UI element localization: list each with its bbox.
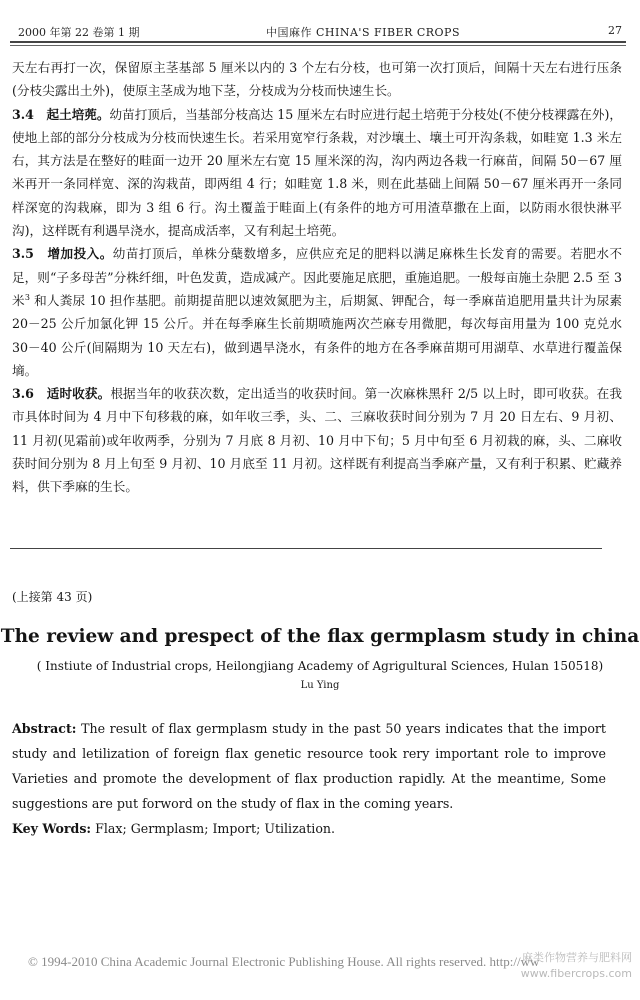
copyright-footer: © 1994-2010 China Academic Journal Electronic Publishing House. All rights reserved. http://ww	[28, 954, 540, 969]
section-3-6-title: 3.6 适时收获。	[12, 386, 111, 402]
section-3-6	[12, 382, 622, 498]
section-3-5-text-b: 和人粪尿 10 担作基肥。前期提苗肥以速效氮肥为主，后期氮、钾配合，每一季麻苗追肥用量共计为尿素 20－25 公斤加氯化钾 15 公斤。并在每季麻生长前期喷施两次苎麻专用微肥，每次每亩用量为 100 克兑水 30－40 公斤(间隔期为 10 天左右)，做到遇旱浇水，有条件的地方在各季麻苗期可用湖草、水草进行覆盖保墒。	[12, 292, 622, 378]
english-institute: ( Instiute of Industrial crops, Heilongjiang Academy of Agrigultural Sciences, Hulan 150518)	[36, 659, 604, 673]
watermark-line2: www.fibercrops.com	[520, 967, 632, 980]
journal-issue: 2000 年第 22 卷第 1 期	[18, 26, 140, 39]
keywords-text: Flax; Germplasm; Import; Utilization.	[91, 821, 336, 836]
watermark-line1: 麻类作物营养与肥料网	[522, 951, 632, 964]
english-author: Lu Ying	[300, 680, 340, 691]
section-3-4-title: 3.4 起土培蔸。	[12, 106, 110, 122]
abstract-text: The result of flax germplasm study in the past 50 years indicates that the import study and letilization of foreign flax genetic resource took rery important role to improve Varieties and promote the development of flax production rapidly. At the meantime, Some suggestions are put forword on the study of flax in the coming years.	[12, 721, 606, 811]
keywords-label: Key Words:	[12, 821, 92, 836]
section-divider	[10, 548, 602, 549]
abstract-paragraph	[12, 716, 606, 816]
keywords-paragraph	[12, 816, 606, 841]
site-watermark	[502, 950, 632, 982]
running-header	[18, 20, 622, 40]
intro-paragraph: 天左右再打一次，保留原主茎基部 5 厘米以内的 3 个左右分枝，也可第一次打顶后，间隔十天左右进行压条(分枝尖露出土外)，使原主茎成为地下茎，分枝成为分枝而快速生长。	[12, 60, 622, 99]
section-3-5	[12, 242, 622, 382]
section-3-5-text-a: 幼苗打顶后，单株分蘖数增多，应供应充足的肥料以满足麻株生长发育的需要。若肥水不足，则“子多母苦”分株纤细，叶色发黄，造成减产。因此要施足底肥，重施追肥。一般每亩施土杂肥 2.5 至 3 米	[12, 246, 622, 308]
english-title: The review and prespect of the flax germplasm study in china	[0, 626, 640, 647]
section-3-4	[12, 103, 622, 243]
section-3-5-title: 3.5 增加投入。	[12, 246, 113, 262]
abstract-label: Abstract:	[12, 721, 77, 736]
section-3-6-text: 根据当年的收获次数，定出适当的收获时间。第一次麻株黑秆 2/5 以上时，即可收获。在我市具体时间为 4 月中下旬移栽的麻，如年收三季，头、二、三麻收获时间分别为 7 月 20 日左右、9 月初、11 月初(见霜前)或年收两季，分别为 7 月底 8 月初、10 月中下旬；5 月中旬至 6 月初栽的麻，头、二麻收获时间分别为 8 月上旬至 9 月初、10 月底至 11 月初。这样既有利提高当季麻产量，又有利于积累、贮藏养料，供下季麻的生长。	[12, 386, 622, 495]
page-number: 27	[608, 24, 622, 37]
header-rule-thin	[10, 45, 626, 46]
header-rule	[10, 41, 626, 43]
journal-name: 中国麻作 CHINA'S FIBER CROPS	[266, 26, 460, 39]
article-body	[12, 56, 622, 499]
superscript: 3	[24, 292, 30, 302]
english-abstract	[12, 716, 606, 841]
continued-note: (上接第 43 页)	[12, 590, 93, 604]
section-3-4-text: 幼苗打顶后，当基部分枝高达 15 厘米左右时应进行起土培蔸于分枝处(不使分枝裸露在外)，使地上部的部分分枝成为分枝而快速生长。若采用宽窄行条栽，对沙壤土、壤土可开沟条栽，如畦宽 1.3 米左右，其方法是在整好的畦面一边开 20 厘米左右宽 15 厘米深的沟，沟内两边各栽一行麻苗，间隔 50－67 厘米再开一条同样宽、深的沟栽苗，即两组 4 行；如畦宽 1.8 米，则在此基础上间隔 50－67 厘米再开一条同样深宽的沟栽麻，即为 3 组 6 行。沟土覆盖于畦面上(有条件的地方可用渣草撒在上面，以防雨水很快淋平沟)，这样既有利遇旱浇水，提高成活率，又有利起土培蔸。	[12, 106, 623, 239]
